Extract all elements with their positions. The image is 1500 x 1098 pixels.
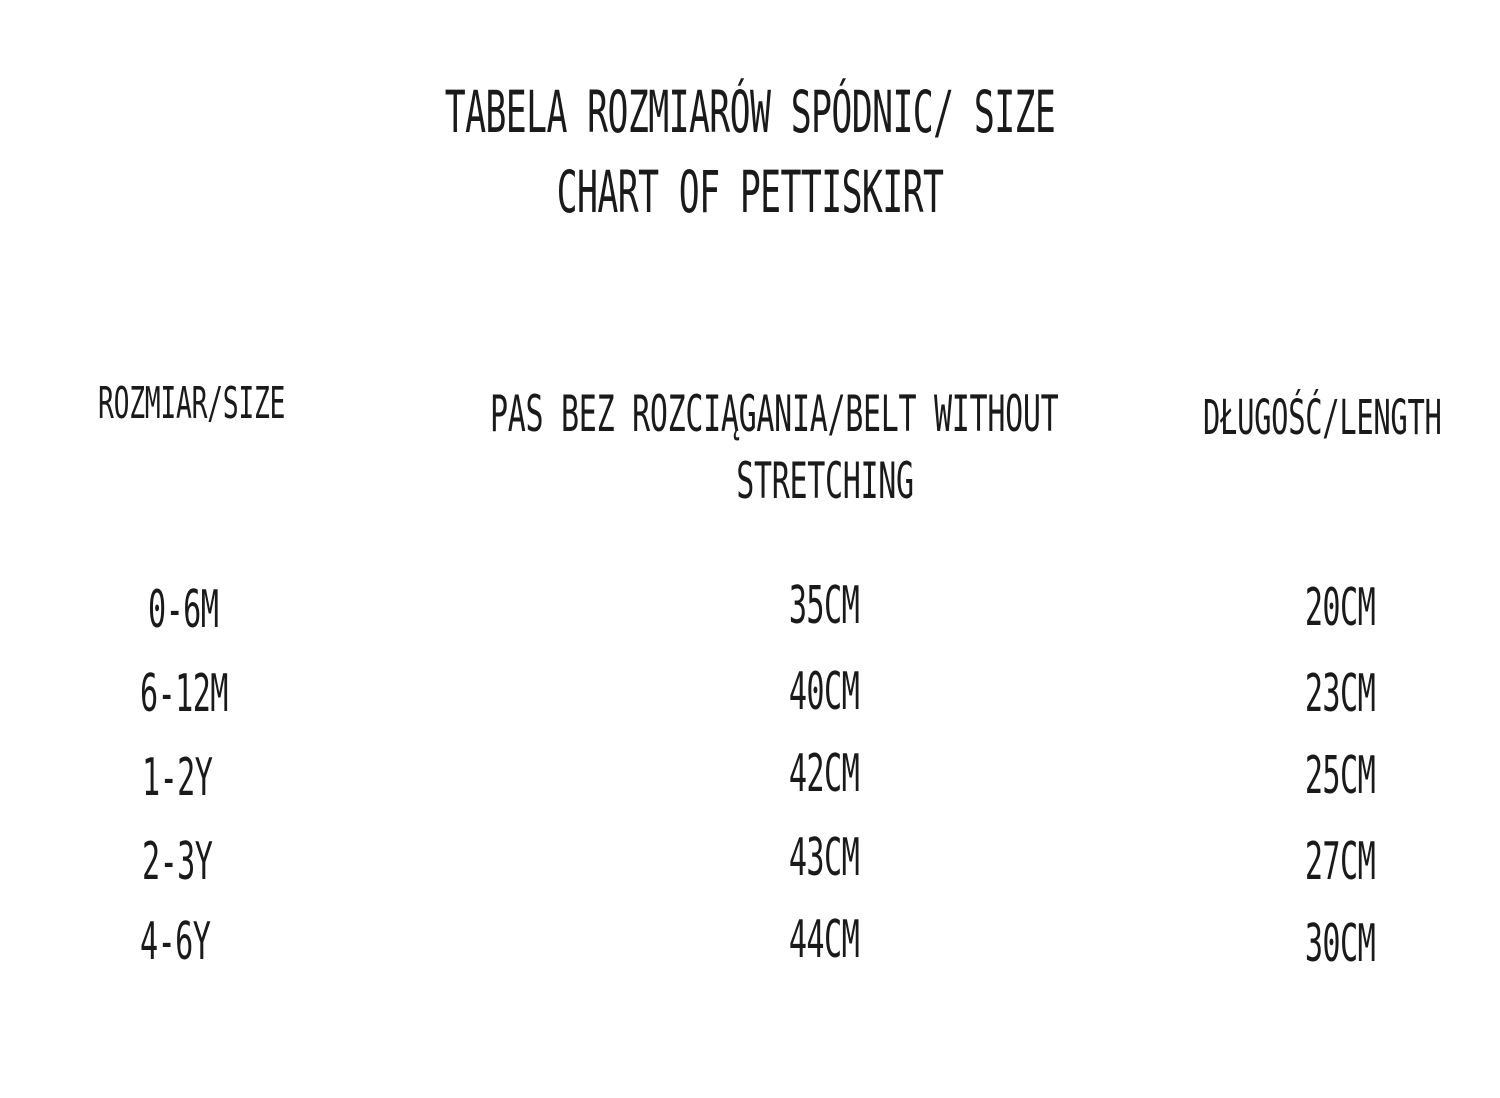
cell-length: 25CM <box>1304 746 1376 806</box>
cell-size: 1-2Y <box>142 748 213 808</box>
header-length: DŁUGOŚĆ/LENGTH <box>1203 390 1442 446</box>
cell-length: 20CM <box>1304 578 1376 638</box>
cell-belt: 40CM <box>788 662 860 722</box>
cell-belt: 43CM <box>788 828 860 888</box>
cell-length: 30CM <box>1304 914 1376 974</box>
cell-size: 0-6M <box>148 580 219 640</box>
header-size: ROZMIAR/SIZE <box>98 378 286 429</box>
cell-belt: 35CM <box>788 576 860 636</box>
cell-belt: 44CM <box>788 910 860 970</box>
cell-size: 6-12M <box>140 664 228 724</box>
header-belt-line-1: PAS BEZ ROZCIĄGANIA/BELT WITHOUT <box>490 385 1059 443</box>
cell-size: 2-3Y <box>142 832 213 892</box>
title-line-2: CHART OF PETTISKIRT <box>556 158 944 226</box>
cell-length: 27CM <box>1304 832 1376 892</box>
cell-length: 23CM <box>1304 664 1376 724</box>
cell-belt: 42CM <box>788 744 860 804</box>
cell-size: 4-6Y <box>140 912 211 972</box>
header-belt-line-2: STRETCHING <box>736 452 914 510</box>
title-line-1: TABELA ROZMIARÓW SPÓDNIC/ SIZE <box>444 78 1056 146</box>
